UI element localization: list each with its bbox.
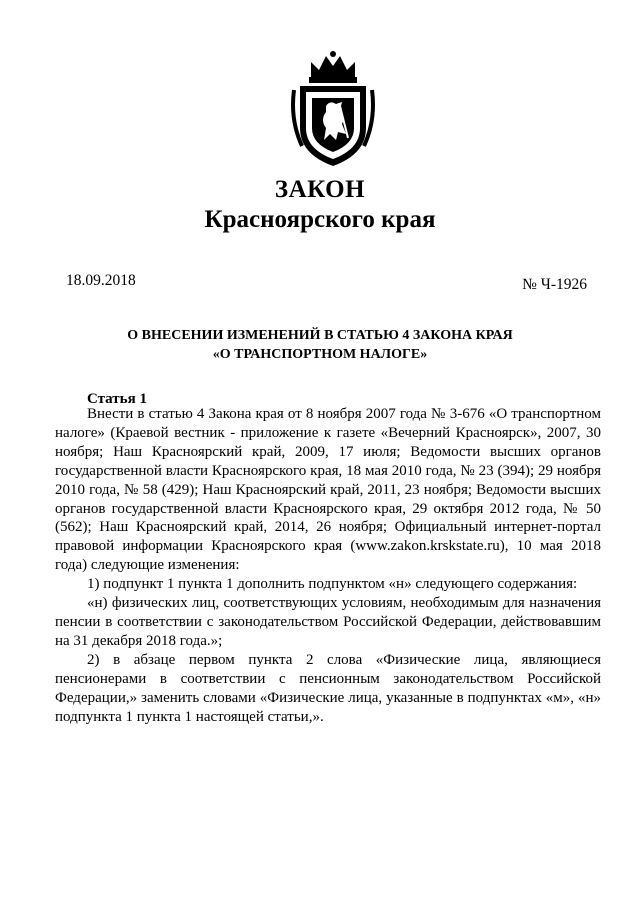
paragraph: Внести в статью 4 Закона края от 8 ноября 2007 года № 3-676 «О транспортном налоге» (Краевой вестник - приложение к газете «Вечерний Красноярск», 2007, 30 ноября; Наш Красноярский край, 2009, 17 июля; Ведомости высших органов государственной власти Красноярского края, 18 мая 2010 года, № 23 (394); 29 ноября 2010 года, № 58 (429); Наш Красноярский край, 2011, 23 ноября; Ведомости высших органов государственной власти Красноярского края, 29 октября 2012 года, № 50 (562); Наш Красноярский край, 2014, 26 ноября; Официальный интернет-портал правовой информации Красноярского края (www.zakon.krskstate.ru), 10 мая 2018 года) следующие изменения: bbox=[55, 406, 601, 574]
document-subtitle: Красноярского края bbox=[204, 206, 436, 233]
law-heading-line-2: «О ТРАНСПОРТНОМ НАЛОГЕ» bbox=[212, 347, 428, 362]
law-heading bbox=[0, 326, 640, 364]
document-date: 18.09.2018 bbox=[66, 272, 136, 289]
paragraph: 1) подпункт 1 пункта 1 дополнить подпунктом «н» следующего содержания: bbox=[87, 576, 578, 593]
article-title: Статья 1 bbox=[87, 391, 147, 407]
document-number: № Ч-1926 bbox=[522, 276, 587, 293]
coat-of-arms-icon bbox=[290, 50, 376, 168]
paragraph: 2) в абзаце первом пункта 2 слова «Физические лица, являющиеся пенсионерами в соответствии с пенсионным законодательством Российской Федерации,» заменить словами «Физические лица, указанные в подпунктах «м», «н» подпункта 1 пункта 1 настоящей статьи,». bbox=[55, 651, 601, 725]
document-title: ЗАКОН bbox=[274, 176, 366, 203]
article-body bbox=[55, 405, 601, 726]
paragraph: «н) физических лиц, соответствующих условиям, необходимым для назначения пенсии в соответствии с законодательством Российской Федерации, действовавшим на 31 декабря 2018 года.»; bbox=[55, 595, 601, 649]
law-heading-line-1: О ВНЕСЕНИИ ИЗМЕНЕНИЙ В СТАТЬЮ 4 ЗАКОНА КРАЯ bbox=[127, 328, 513, 343]
